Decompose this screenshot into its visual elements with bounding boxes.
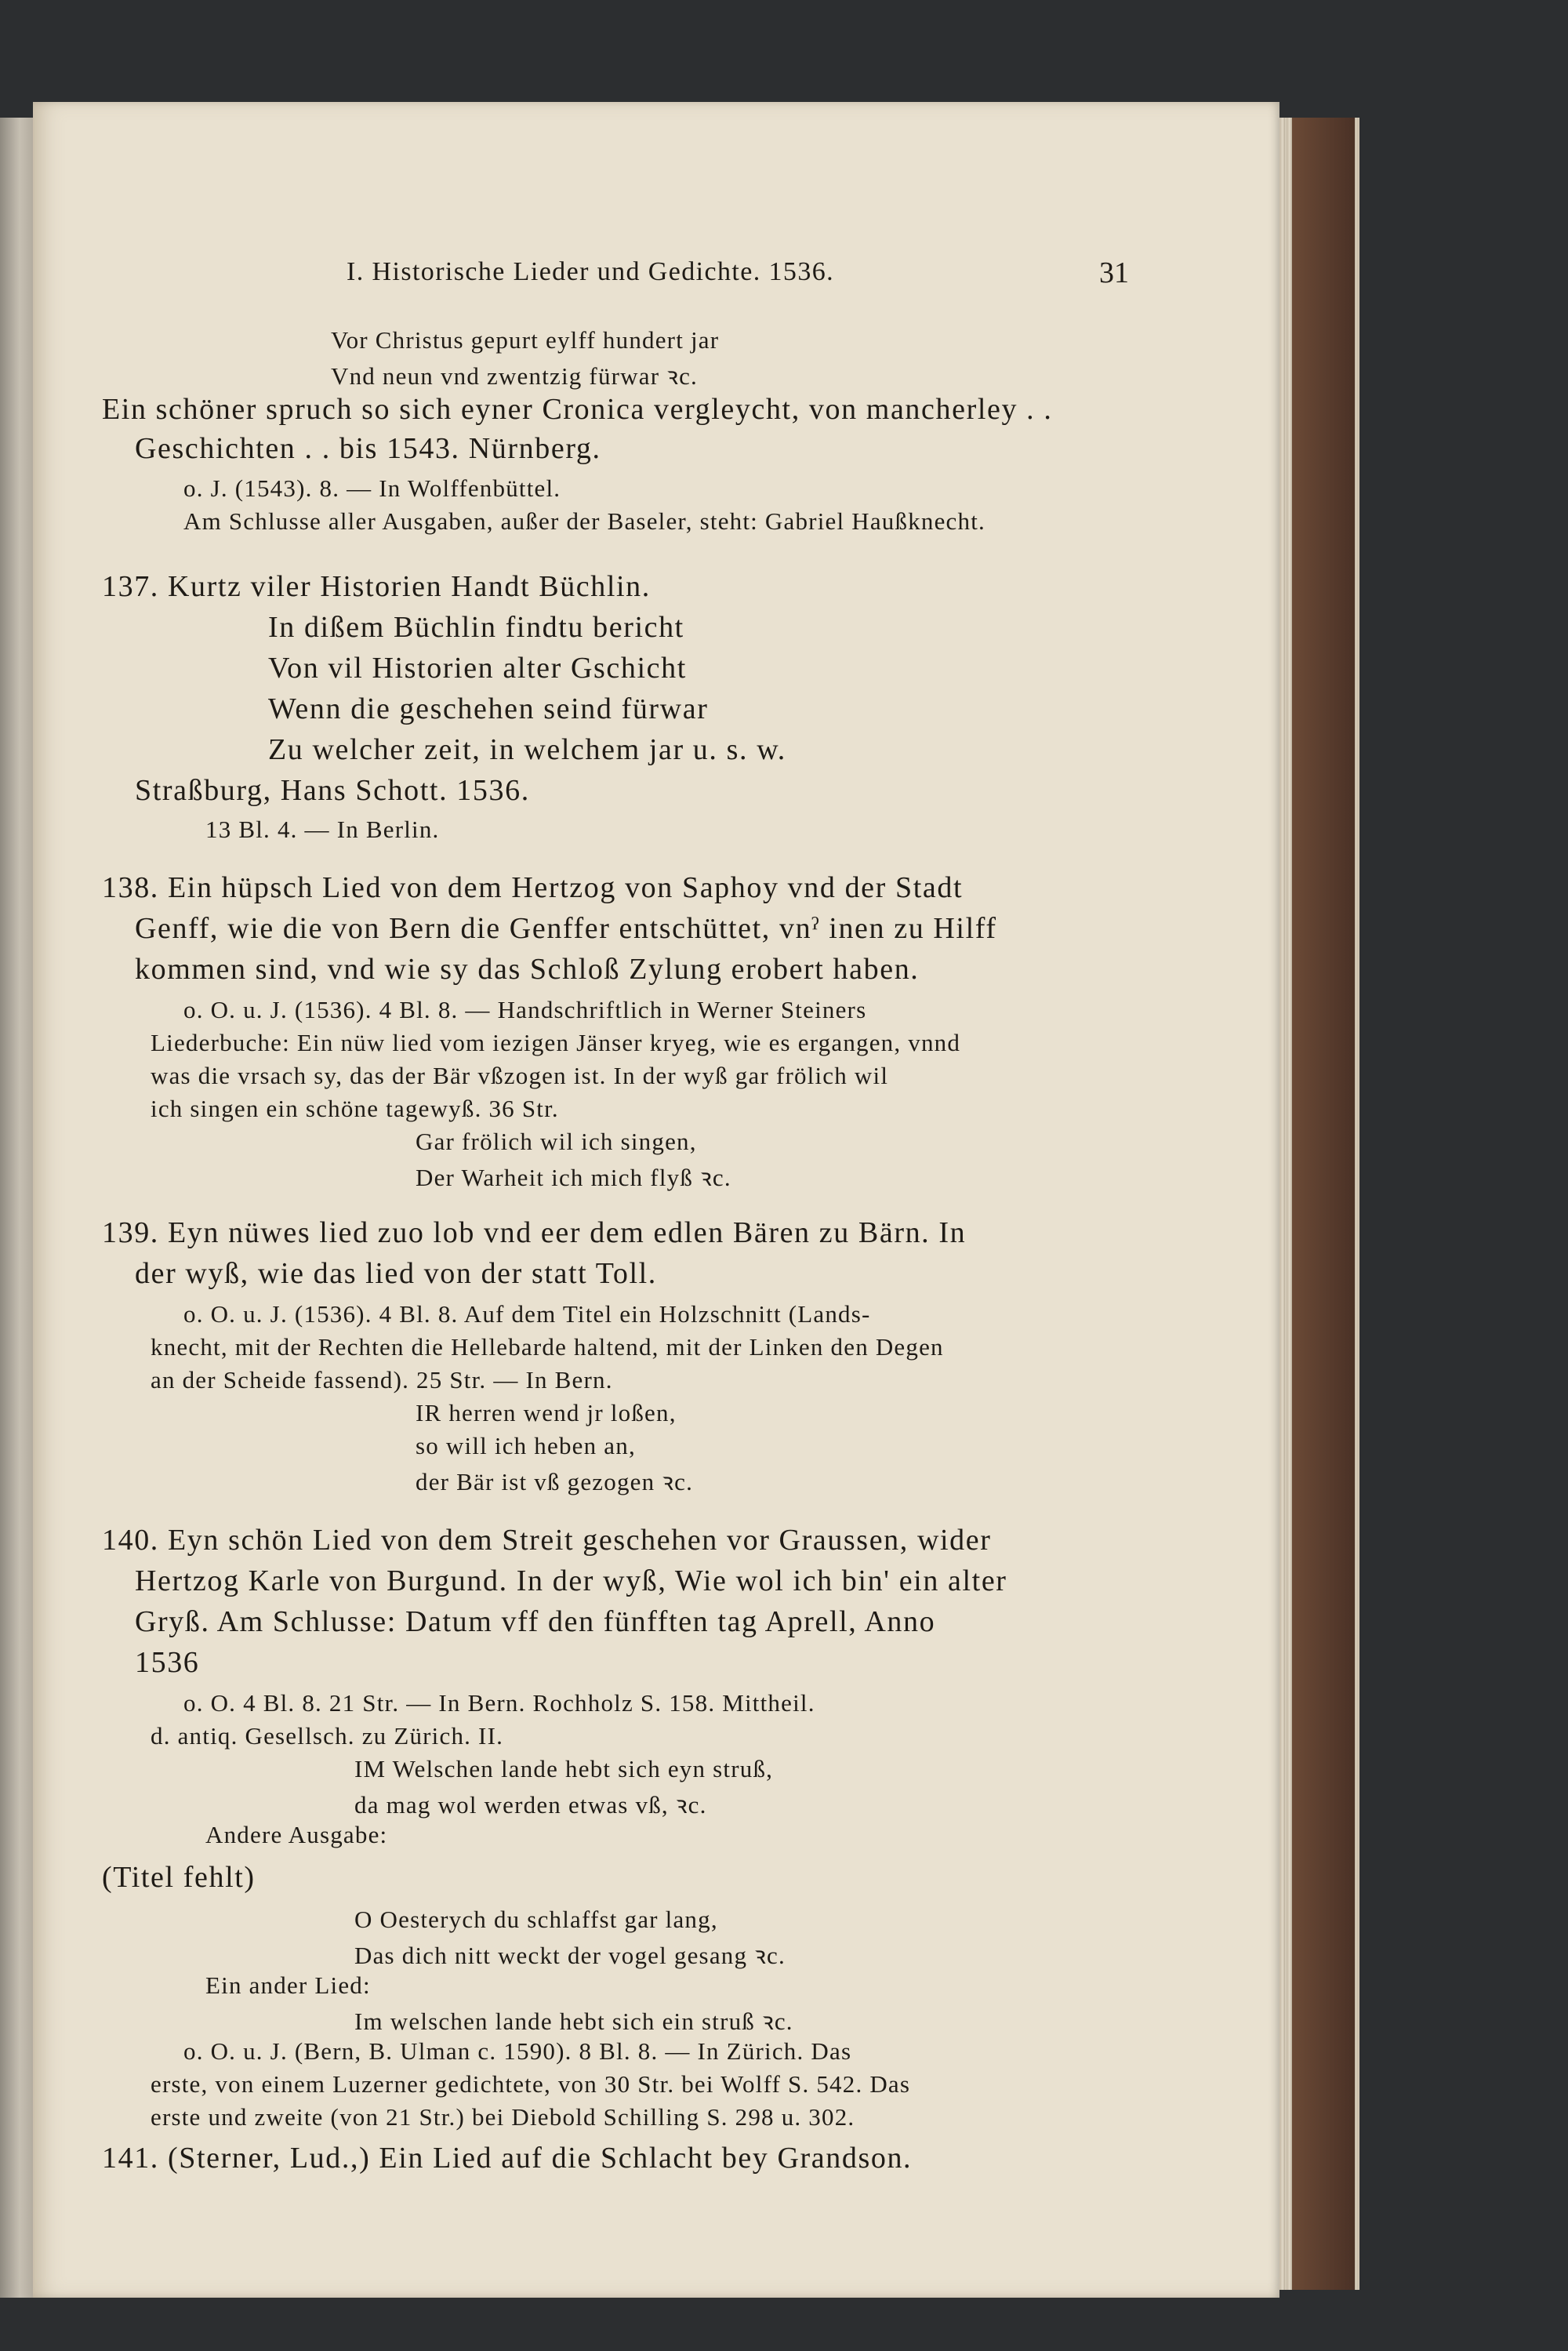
- text-line: Zu welcher zeit, in welchem jar u. s. w.: [268, 733, 786, 766]
- text-line: (Titel fehlt): [102, 1861, 256, 1894]
- text-line: so will ich heben an,: [416, 1432, 636, 1459]
- entry-140-title: 140. Eyn schön Lied von dem Streit geschehen vor Graussen, wider: [102, 1524, 992, 1557]
- text-line: 13 Bl. 4. — In Berlin.: [205, 816, 440, 843]
- text-line: O Oesterych du schlaffst gar lang,: [354, 1906, 718, 1933]
- text-line: Vnd neun vnd zwentzig fürwar ꝛc.: [331, 362, 699, 390]
- text-line: o. O. u. J. (1536). 4 Bl. 8. — Handschriftlich in Werner Steiners: [183, 996, 867, 1023]
- text-line: erste und zweite (von 21 Str.) bei Diebold Schilling S. 298 u. 302.: [151, 2103, 855, 2131]
- text-line: Gryß. Am Schlusse: Datum vff den fünfften tag Aprell, Anno: [135, 1605, 936, 1638]
- book-cover-edge: [1292, 118, 1355, 2290]
- text-line: In dißem Büchlin findtu bericht: [268, 611, 684, 644]
- text-line: o. O. u. J. (1536). 4 Bl. 8. Auf dem Titel ein Holzschnitt (Lands-: [183, 1300, 871, 1328]
- running-title: I. Historische Lieder und Gedichte. 1536.: [347, 257, 835, 286]
- text-line: IM Welschen lande hebt sich eyn struß,: [354, 1755, 774, 1782]
- text-line: Der Warheit ich mich flyß ꝛc.: [416, 1164, 731, 1191]
- text-line: Von vil Historien alter Gschicht: [268, 652, 687, 685]
- book-page: [33, 102, 1279, 2298]
- text-line: erste, von einem Luzerner gedichtete, von 30 Str. bei Wolff S. 542. Das: [151, 2070, 911, 2098]
- text-line: Geschichten . . bis 1543. Nürnberg.: [135, 432, 601, 465]
- entry-137-title: 137. Kurtz viler Historien Handt Büchlin.: [102, 570, 651, 603]
- text-line: 1536: [135, 1646, 200, 1679]
- text-line: Im welschen lande hebt sich ein struß ꝛc.: [354, 2008, 793, 2035]
- text-line: IR herren wend jr loßen,: [416, 1399, 677, 1426]
- text-line: was die vrsach sy, das der Bär vßzogen ist. In der wyß gar frölich wil: [151, 1062, 889, 1089]
- text-line: ich singen ein schöne tagewyß. 36 Str.: [151, 1095, 559, 1122]
- text-line: Wenn die geschehen seind fürwar: [268, 692, 709, 725]
- page-number: 31: [1099, 256, 1129, 289]
- left-page-edge: [0, 118, 33, 2298]
- text-line: Ein ander Lied:: [205, 1971, 371, 1999]
- text-line: an der Scheide fassend). 25 Str. — In Bern.: [151, 1366, 613, 1394]
- text-line: d. antiq. Gesellsch. zu Zürich. II.: [151, 1722, 504, 1750]
- entry-141-title: 141. (Sterner, Lud.,) Ein Lied auf die Schlacht bey Grandson.: [102, 2142, 913, 2175]
- text-line: knecht, mit der Rechten die Hellebarde haltend, mit der Linken den Degen: [151, 1333, 944, 1361]
- text-line: o. O. 4 Bl. 8. 21 Str. — In Bern. Rochholz S. 158. Mittheil.: [183, 1689, 815, 1717]
- text-line: Vor Christus gepurt eylff hundert jar: [331, 326, 720, 354]
- text-line: o. J. (1543). 8. — In Wolffenbüttel.: [183, 474, 561, 502]
- text-line: Andere Ausgabe:: [205, 1821, 388, 1848]
- text-line: Genff, wie die von Bern die Genffer entschüttet, vnˀ inen zu Hilff: [135, 912, 997, 945]
- entry-138-title: 138. Ein hüpsch Lied von dem Hertzog von Saphoy vnd der Stadt: [102, 871, 964, 904]
- text-line: Das dich nitt weckt der vogel gesang ꝛc.: [354, 1942, 786, 1969]
- text-line: der wyß, wie das lied von der statt Toll.: [135, 1257, 657, 1290]
- entry-139-title: 139. Eyn nüwes lied zuo lob vnd eer dem edlen Bären zu Bärn. In: [102, 1216, 967, 1249]
- text-line: Straßburg, Hans Schott. 1536.: [135, 774, 530, 807]
- text-line: kommen sind, vnd wie sy das Schloß Zylung erobert haben.: [135, 953, 920, 986]
- text-line: Ein schöner spruch so sich eyner Cronica vergleycht, von mancherley . .: [102, 393, 1053, 426]
- text-line: Am Schlusse aller Ausgaben, außer der Baseler, steht: Gabriel Haußknecht.: [183, 507, 985, 535]
- text-line: der Bär ist vß gezogen ꝛc.: [416, 1468, 694, 1495]
- text-line: da mag wol werden etwas vß, ꝛc.: [354, 1791, 707, 1819]
- text-line: Gar frölich wil ich singen,: [416, 1128, 697, 1155]
- text-line: o. O. u. J. (Bern, B. Ulman c. 1590). 8 Bl. 8. — In Zürich. Das: [183, 2037, 852, 2065]
- text-line: Hertzog Karle von Burgund. In der wyß, Wie wol ich bin' ein alter: [135, 1564, 1007, 1597]
- text-line: Liederbuche: Ein nüw lied vom iezigen Jänser kryeg, wie es ergangen, vnnd: [151, 1029, 961, 1056]
